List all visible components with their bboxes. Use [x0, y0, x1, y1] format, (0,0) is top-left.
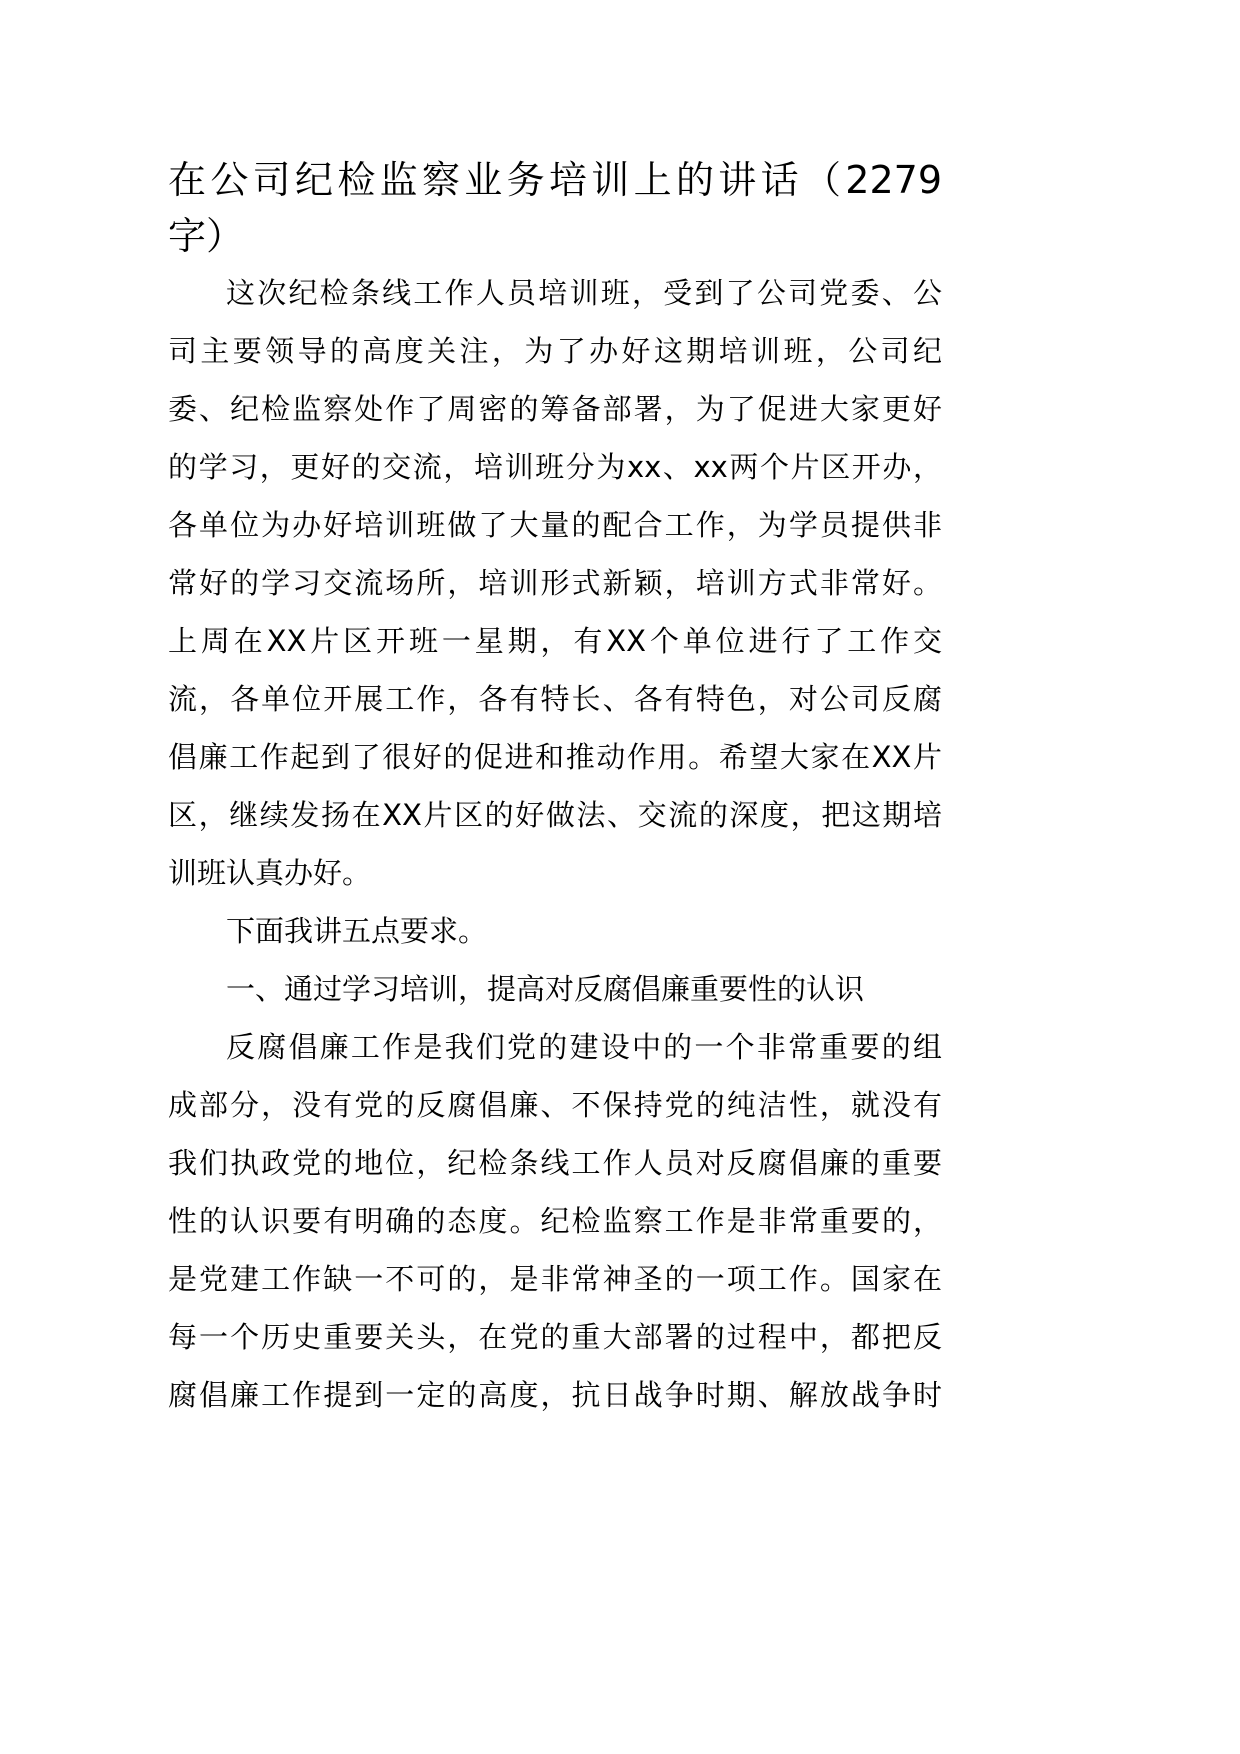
- text-line: 反腐倡廉工作是我们党的建设中的一个非常重要的组: [226, 1030, 942, 1064]
- text-line: 上周在XX片区开班一星期，有XX个单位进行了工作交: [168, 624, 942, 658]
- text-line: 是党建工作缺一不可的，是非常神圣的一项工作。国家在: [168, 1262, 942, 1296]
- text-line: 倡廉工作起到了很好的促进和推动作用。希望大家在XX片: [168, 740, 942, 774]
- text-line: 性的认识要有明确的态度。纪检监察工作是非常重要的，: [168, 1204, 942, 1238]
- section-heading: 一、通过学习培训，提高对反腐倡廉重要性的认识: [226, 972, 865, 1006]
- text-line: 委、纪检监察处作了周密的筹备部署，为了促进大家更好: [168, 392, 942, 426]
- text-line: 常好的学习交流场所，培训形式新颖，培训方式非常好。: [168, 566, 942, 600]
- text-line: 流，各单位开展工作，各有特长、各有特色，对公司反腐: [168, 682, 942, 716]
- text-line: 的学习，更好的交流，培训班分为xx、xx两个片区开办，: [168, 450, 942, 484]
- text-line: 区，继续发扬在XX片区的好做法、交流的深度，把这期培: [168, 798, 942, 832]
- text-line: 成部分，没有党的反腐倡廉、不保持党的纯洁性，就没有: [168, 1088, 942, 1122]
- text-line: 腐倡廉工作提到一定的高度，抗日战争时期、解放战争时: [168, 1378, 942, 1412]
- text-line: 这次纪检条线工作人员培训班，受到了公司党委、公: [226, 276, 942, 310]
- text-line: 每一个历史重要关头，在党的重大部署的过程中，都把反: [168, 1320, 942, 1354]
- text-line: 司主要领导的高度关注，为了办好这期培训班，公司纪: [168, 334, 942, 368]
- text-line: 训班认真办好。: [168, 856, 372, 890]
- document-title-line-2: 字）: [168, 214, 245, 258]
- document-title-line-1: 在公司纪检监察业务培训上的讲话（2279: [168, 158, 942, 202]
- text-line: 我们执政党的地位，纪检条线工作人员对反腐倡廉的重要: [168, 1146, 942, 1180]
- text-line: 下面我讲五点要求。: [226, 914, 488, 948]
- text-line: 各单位为办好培训班做了大量的配合工作，为学员提供非: [168, 508, 942, 542]
